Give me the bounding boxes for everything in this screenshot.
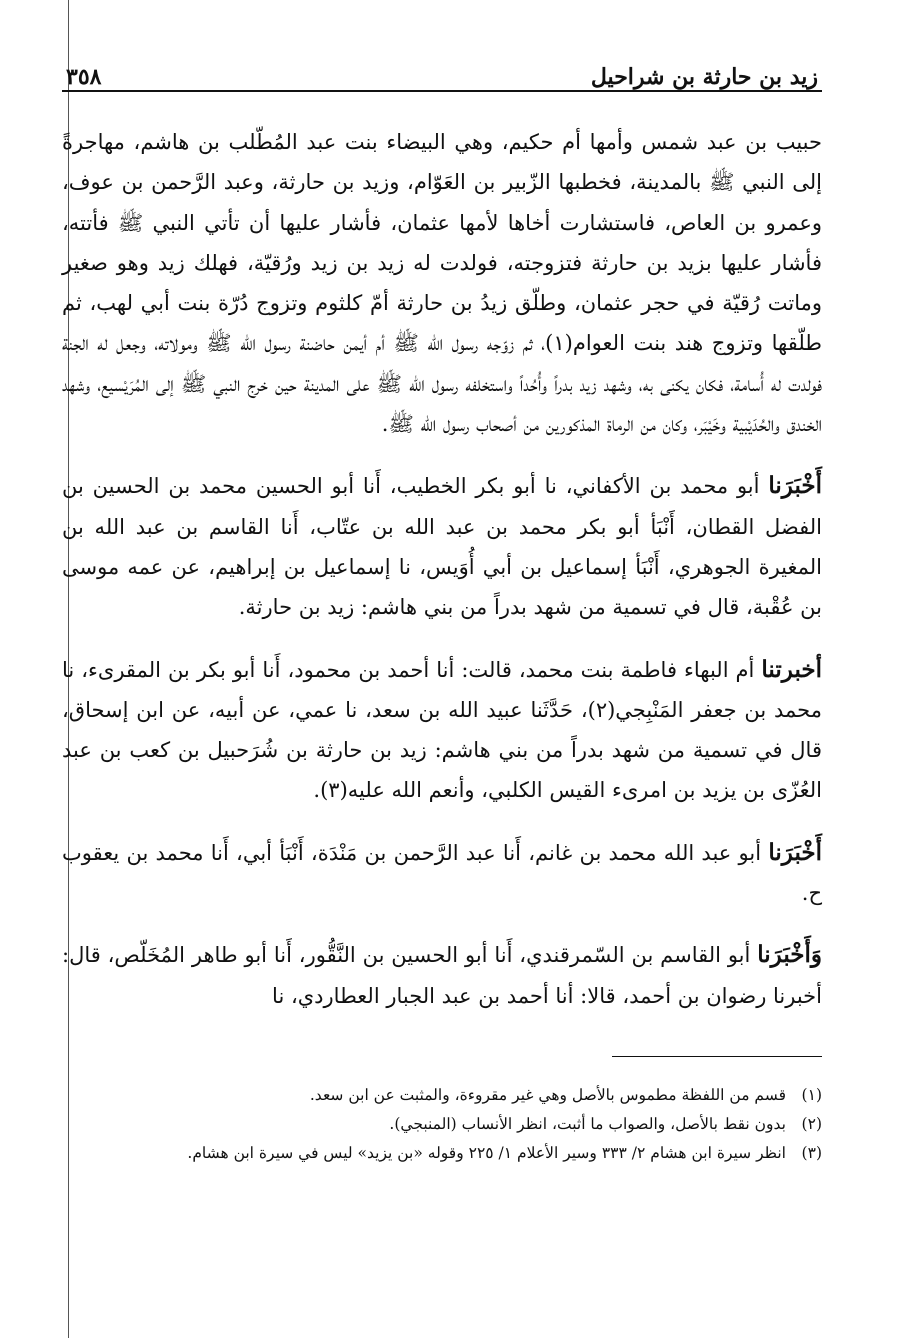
footnotes (62, 1081, 822, 1168)
paragraph (62, 935, 822, 1016)
paragraph-lead: وَأَخْبَرَنا (757, 941, 822, 969)
footnote-number: (١) (801, 1085, 822, 1104)
footnote (62, 1139, 822, 1168)
paragraph-text: أبو محمد بن الأكفاني، نا أبو بكر الخطيب، أَنا أبو الحسين محمد بن الحسين بن الفضل القطان، أَنْبَأ أبو بكر محمد بن عبد الله بن عتّاب، أَنا القاسم بن عبد الله بن المغيرة الجوهري، أَنْبَأ إسماعيل بن أبي أُوَيس، نا إسماعيل بن إبراهيم، عن عمه موسى بن عُقْبة، قال في تسمية من شهد بدراً من بني هاشم: زيد بن حارثة. (62, 474, 822, 620)
paragraph-lead: أَخْبَرَنا (768, 838, 822, 866)
main-text (62, 92, 822, 1016)
paragraph-text: حبيب بن عبد شمس وأمها أم حكيم، وهي البيضاء بنت عبد المُطّلب بن هاشم، مهاجرةً إلى النبي ﷺ بالمدينة، فخطبها الزّبير بن العَوّام، وزيد بن حارثة، وعبد الرَّحمن بن عوف، وعمرو بن العاص، فاستشارت أخاها لأمها عثمان، فأشار عليها أن تأتي النبي ﷺ فأتته، فأشار عليها بزيد بن حارثة فتزوجته، فولدت له زيد بن زيد ورُقيّة، فهلك زيد وهو صغير وماتت رُقيّة في حجر عثمان، وطلّق زيدُ بن حارثة أمّ كلثوم وتزوج دُرّة بنت أبي لهب، ثم طلّقها وتزوج هند بنت العوام(١)، ثم زوّجه رسول الله ﷺ أم أيمن حاضنة رسول الله ﷺ ومولاته، وجعل له الجنة فولدت له أُسامة، فكان يكنى به، وشهد زيد بدراً وأُحُداً واستخلفه رسول الله ﷺ على المدينة حين خرج النبي ﷺ إلى المُرَيْسيع، وشهد الخندق والحُدَيْبية وخَيْبَر، وكان من الرماة المذكورين من أصحاب رسول الله ﷺ. (62, 130, 822, 437)
paragraph (62, 466, 822, 627)
footnote-divider (612, 1056, 822, 1057)
book-page (62, 50, 822, 1168)
paragraph (62, 122, 822, 444)
paragraph (62, 650, 822, 811)
footnote (62, 1081, 822, 1110)
footnote-text: بدون نقط بالأصل، والصواب ما أثبت، انظر الأنساب (المنبجي). (389, 1114, 786, 1133)
footnote-number: (٣) (801, 1143, 822, 1162)
footnote-text: قسم من اللفظة مطموس بالأصل وهي غير مقروءة، والمثبت عن ابن سعد. (309, 1085, 786, 1104)
running-title: زيد بن حارثة بن شراحيل (590, 64, 818, 90)
footnote (62, 1110, 822, 1139)
page-header (62, 50, 822, 92)
paragraph-text: أم البهاء فاطمة بنت محمد، قالت: أنا أحمد بن محمود، أَنا أبو بكر بن المقرىء، نا محمد بن جعفر المَنْبِجي(٢)، حَدَّثَنا عبيد الله بن سعد، نا عمي، عن أبيه، عن ابن إسحاق، قال في تسمية من شهد بدراً من بني هاشم: زيد بن حارثة بن شُرَحبيل بن كعب بن عبد العُزّى بن يزيد بن امرىء القيس الكلبي، وأنعم الله عليه(٣). (62, 657, 822, 803)
paragraph-lead: أَخْبَرَنا (768, 472, 822, 500)
paragraph-text: أبو عبد الله محمد بن غانم، أَنا عبد الرَّحمن بن مَنْدَة، أَنْبَأ أبي، أَنا محمد بن يعقوب ح. (62, 840, 822, 906)
paragraph-text: أبو القاسم بن السّمرقندي، أَنا أبو الحسين بن النَّقُّور، أَنا أبو طاهر المُخَلّص، قال: أخبرنا رضوان بن أحمد، قالا: أنا أحمد بن عبد الجبار العطاردي، نا (62, 943, 822, 1008)
footnote-text: انظر سيرة ابن هشام ٢/ ٣٣٣ وسير الأعلام ١/ ٢٢٥ وقوله «بن يزيد» ليس في سيرة ابن هشام. (187, 1143, 786, 1162)
paragraph-lead: أخبرتنا (761, 655, 822, 683)
paragraph (62, 833, 822, 914)
footnote-number: (٢) (801, 1114, 822, 1133)
page-number: ٣٥٨ (66, 64, 102, 90)
